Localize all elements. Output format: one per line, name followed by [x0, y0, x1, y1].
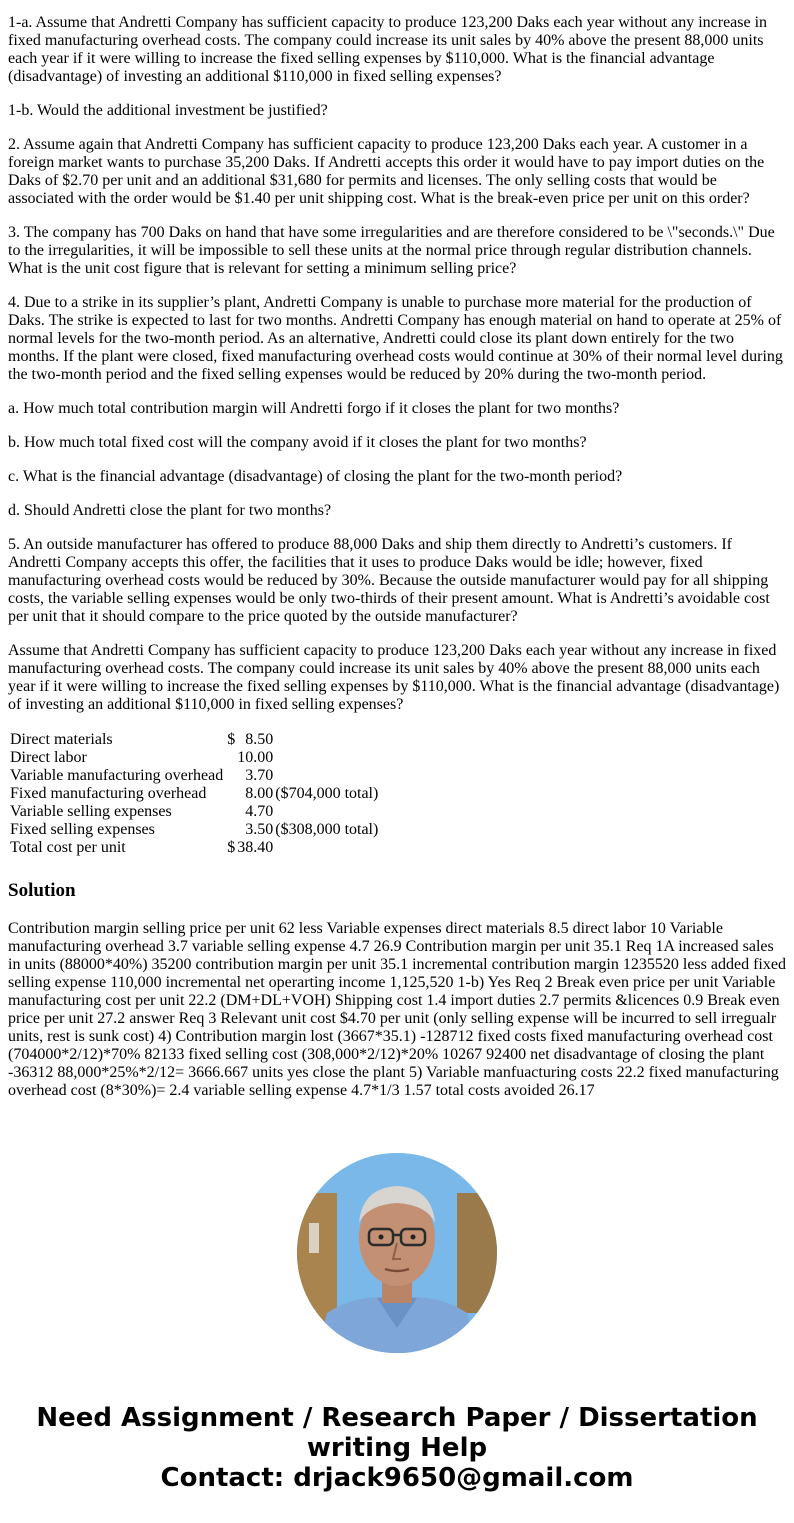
- table-row: [10, 768, 378, 784]
- row-label: Total cost per unit: [10, 839, 126, 856]
- question-4b: b. How much total fixed cost will the company avoid if it closes the plant for two months?: [8, 434, 587, 451]
- row-note: [275, 804, 378, 820]
- row-note: ($308,000 total): [275, 821, 379, 838]
- table-row: [10, 840, 378, 856]
- row-dollar: [225, 786, 235, 802]
- footer-contact: Contact: drjack9650@gmail.com: [160, 1463, 634, 1493]
- footer-banner: [0, 1403, 794, 1493]
- row-dollar: [225, 768, 235, 784]
- row-dollar: [225, 750, 235, 766]
- row-note: [275, 732, 378, 748]
- row-dollar: $: [227, 731, 236, 748]
- question-1b: 1-b. Would the additional investment be justified?: [8, 102, 328, 119]
- row-label: Variable selling expenses: [10, 803, 172, 820]
- question-1a: 1-a. Assume that Andretti Company has sufficient capacity to produce 123,200 Daks each year without any increase in fixed manufacturing overhead costs. The company could increase its unit sales by 40% above the present 88,000 units each year if it were willing to increase the fixed selling expenses by $110,000. What is the financial advantage (disadvantage) of investing an additional $110,000 in fixed selling expenses?: [8, 14, 768, 85]
- question-4d: d. Should Andretti close the plant for two months?: [8, 502, 332, 519]
- row-dollar: $: [227, 839, 236, 856]
- footer-line-1: Need Assignment / Research Paper / Dissertation: [36, 1403, 758, 1433]
- solution-body: Contribution margin selling price per unit 62 less Variable expenses direct materials 8.5 direct labor 10 Variable manufacturing overhead 3.7 variable selling expense 4.7 26.9 Contribution margin per unit 35.1 Req 1A increased sales in units (88000*40%) 35200 contribution margin per unit 35.1 incremental contribution margin 1235520 less added fixed selling expense 110,000 incremental net operarting income 1,125,520 1-b) Yes Req 2 Break even price per unit Variable manufacturing cost per unit 22.2 (DM+DL+VOH) Shipping cost 1.4 import duties 2.7 permits &licences 0.9 Break even price per unit 27.2 answer Req 3 Relevant unit cost $4.70 per unit (only selling expense will be incurred to sell irregualr units, rest is sunk cost) 4) Contribution margin lost (3667*35.1) -128712 fixed costs fixed manufacturing overhead cost (704000*2/12)*70% 82133 fixed selling cost (308,000*2/12)*20% 10267 92400 net disadvantage of closing the plant -36312 88,000*25%*2/12= 3666.667 units yes close the plant 5) Variable manfuacturing costs 22.2 fixed manufacturing overhead cost (8*30%)= 2.4 variable selling expense 4.7*1/3 1.57 total costs avoided 26.17: [8, 920, 786, 1099]
- portrait-illustration: [297, 1153, 497, 1353]
- table-row: [10, 822, 378, 838]
- row-value: 8.00: [245, 785, 274, 802]
- table-row: [10, 804, 378, 820]
- table-row: [10, 732, 378, 748]
- question-3: 3. The company has 700 Daks on hand that have some irregularities and are therefore considered to be \"seconds.\" Due to the irregularities, it will be impossible to sell these units at the normal price through regular distribution channels. What is the unit cost figure that is relevant for setting a minimum selling price?: [8, 224, 775, 277]
- row-label: Direct materials: [10, 731, 113, 748]
- row-note: ($704,000 total): [275, 785, 379, 802]
- row-value: 38.40: [237, 839, 274, 856]
- question-restated: Assume that Andretti Company has sufficient capacity to produce 123,200 Daks each year without any increase in fixed manufacturing overhead costs. The company could increase its unit sales by 40% above the present 88,000 units each year if it were willing to increase the fixed selling expenses by $110,000. What is the financial advantage (disadvantage) of investing an additional $110,000 in fixed selling expenses?: [8, 642, 780, 713]
- question-4c: c. What is the financial advantage (disadvantage) of closing the plant for the two-month period?: [8, 468, 623, 485]
- footer-line-2: writing Help: [306, 1433, 488, 1463]
- row-value: 3.70: [245, 767, 274, 784]
- cost-table: [8, 730, 380, 858]
- question-2: 2. Assume again that Andretti Company has sufficient capacity to produce 123,200 Daks each year. A customer in a foreign market wants to purchase 35,200 Daks. If Andretti accepts this order it would have to pay import duties on the Daks of $2.70 per unit and an additional $31,680 for permits and licenses. The only selling costs that would be associated with the order would be $1.40 per unit shipping cost. What is the break-even price per unit on this order?: [8, 136, 765, 207]
- question-4a: a. How much total contribution margin will Andretti forgo if it closes the plant for two months?: [8, 400, 620, 417]
- row-dollar: [225, 804, 235, 820]
- table-row: [10, 786, 378, 802]
- row-label: Variable manufacturing overhead: [10, 767, 224, 784]
- question-4: 4. Due to a strike in its supplier’s plant, Andretti Company is unable to purchase more material for the production of Daks. The strike is expected to last for two months. Andretti Company has enough material on hand to operate at 25% of normal levels for the two-month period. As an alternative, Andretti could close its plant down entirely for the two months. If the plant were closed, fixed manufacturing overhead costs would continue at 30% of their normal level during the two-month period and the fixed selling expenses would be reduced by 20% during the two-month period.: [8, 294, 783, 383]
- table-row: [10, 750, 378, 766]
- solution-heading: Solution: [8, 880, 76, 901]
- avatar: [297, 1153, 497, 1353]
- row-dollar: [225, 822, 235, 838]
- row-value: 10.00: [237, 749, 274, 766]
- row-note: [275, 768, 378, 784]
- row-note: [275, 840, 378, 856]
- row-label: Fixed manufacturing overhead: [10, 785, 207, 802]
- row-value: 4.70: [245, 803, 274, 820]
- author-photo: [297, 1153, 497, 1353]
- row-label: Fixed selling expenses: [10, 821, 155, 838]
- row-label: Direct labor: [10, 749, 87, 766]
- row-note: [275, 750, 378, 766]
- row-value: 3.50: [245, 821, 274, 838]
- row-value: 8.50: [245, 731, 274, 748]
- question-5: 5. An outside manufacturer has offered to produce 88,000 Daks and ship them directly to Andretti’s customers. If Andretti Company accepts this offer, the facilities that it uses to produce Daks would be idle; however, fixed manufacturing overhead costs would be reduced by 30%. Because the outside manufacturer would pay for all shipping costs, the variable selling expenses would be only two-thirds of their present amount. What is Andretti’s avoidable cost per unit that it should compare to the price quoted by the outside manufacturer?: [8, 536, 770, 625]
